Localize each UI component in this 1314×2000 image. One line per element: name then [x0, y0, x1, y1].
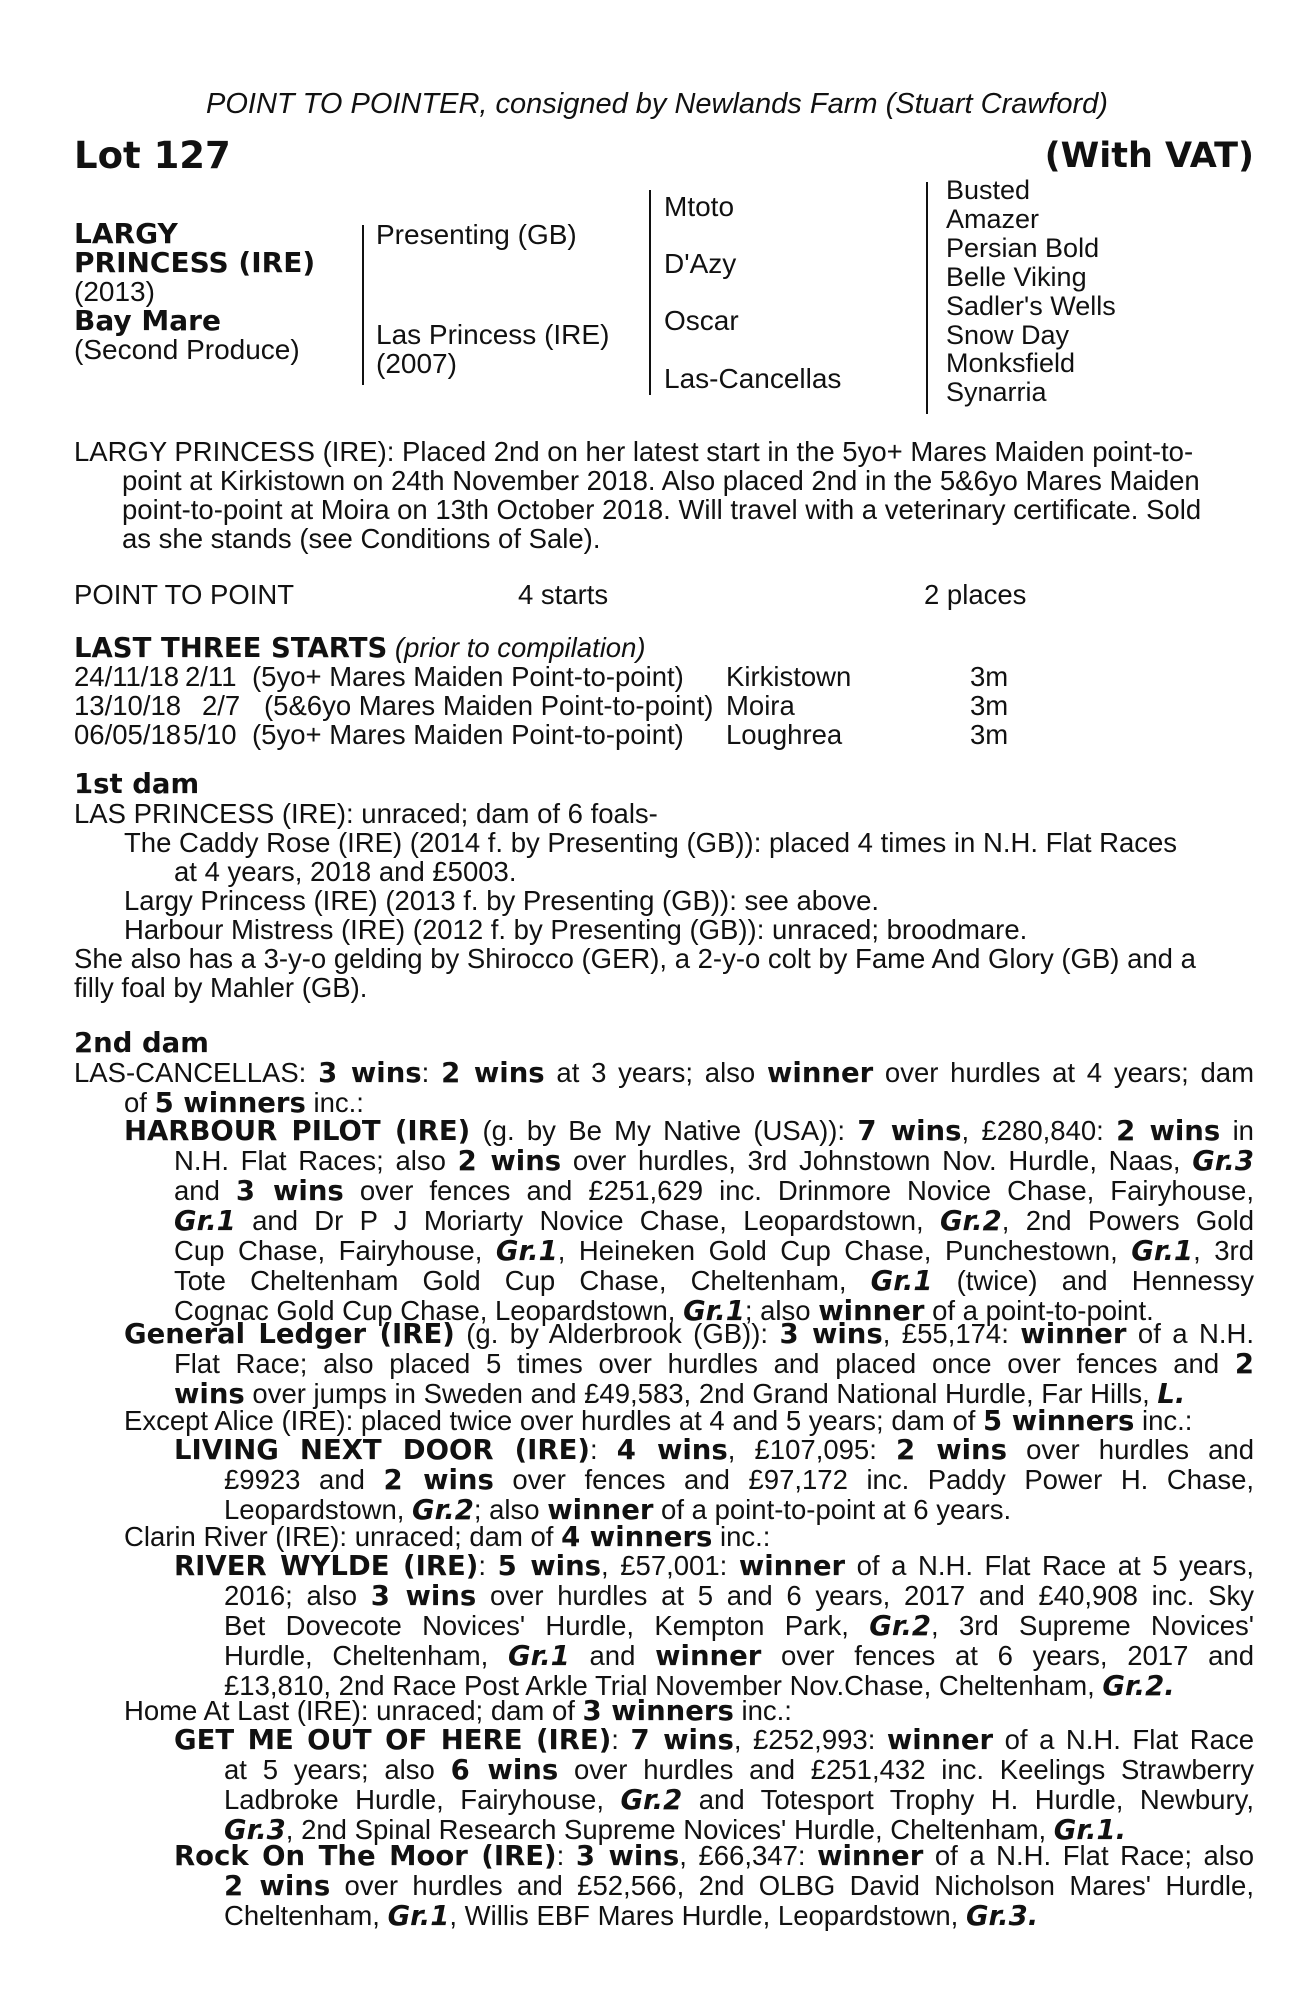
foal-harbour-mistress: Harbour Mistress (IRE) (2012 f. by Presenting (GB)): unraced; broodmare.	[124, 914, 1028, 945]
horse-get-me-out-of-here: GET ME OUT OF HERE (IRE)	[174, 1724, 612, 1756]
start-row-1-pos: 2/11	[185, 661, 237, 692]
pedigree-gg-5: Sadler's Wells	[946, 290, 1116, 321]
pedigree-grandsire-1: Mtoto	[664, 191, 735, 222]
entry-get-me-out-of-here: GET ME OUT OF HERE (IRE): 7 wins, £252,993: winner of a N.H. Flat Race at 5 years; also 6 wins over hurdles and £251,432 inc. Keelings Strawberry Ladbroke Hurdle, Fairyhouse, Gr.2 and Totesport Trophy H. Hurdle, Newbury, Gr.3, 2nd Spinal Research Supreme Novices' Hurdle, Cheltenham, Gr.1.	[174, 1724, 1254, 1846]
horse-name-line2: PRINCESS (IRE)	[74, 246, 316, 279]
second-dam-intro: LAS-CANCELLAS: 3 wins: 2 wins at 3 years; also winner over hurdles at 4 years; dam of 5 winners inc.:	[74, 1057, 1254, 1119]
start-row-3-pos: 5/10	[183, 719, 237, 750]
first-dam-title: 1st dam	[74, 768, 200, 800]
foal-caddy-rose-line2: at 4 years, 2018 and £5003.	[174, 856, 517, 887]
pedigree-gg-1: Busted	[946, 175, 1031, 205]
start-row-3-course: Loughrea	[726, 719, 843, 750]
pedigree-gg-2: Amazer	[946, 203, 1040, 234]
stats-label: POINT TO POINT	[74, 579, 295, 610]
dam-clarin-river: Clarin River (IRE): unraced; dam of 4 winners inc.:	[124, 1521, 771, 1553]
entry-harbour-pilot: HARBOUR PILOT (IRE) (g. by Be My Native (USA)): 7 wins, £280,840: 2 wins in N.H. Flat Races; also 2 wins over hurdles, 3rd Johnstown Nov. Hurdle, Naas, Gr.3 and 3 wins over fences and £251,629 inc. Drinmore Novice Chase, Fairyhouse, Gr.1 and Dr P J Moriarty Novice Chase, Leopardstown, Gr.2, 2nd Powers Gold Cup Chase, Fairyhouse, Gr.1, Heineken Gold Cup Chase, Punchestown, Gr.1, 3rd Tote Cheltenham Gold Cup Chase, Cheltenham, Gr.1 (twice) and Hennessy Cognac Gold Cup Chase, Leopardstown, Gr.1; also winner of a point-to-point.	[124, 1115, 1254, 1327]
horse-rock-on-the-moor: Rock On The Moor (IRE)	[174, 1840, 557, 1872]
start-row-2-date: 13/10/18	[74, 690, 182, 721]
start-row-3-date: 06/05/18	[74, 719, 182, 750]
pedigree-gg-6: Snow Day	[946, 319, 1070, 350]
dam-home-at-last: Home At Last (IRE): unraced; dam of 3 winners inc.:	[124, 1695, 792, 1727]
entry-rock-on-the-moor: Rock On The Moor (IRE): 3 wins, £66,347: winner of a N.H. Flat Race; also 2 wins over hurdles and £52,566, 2nd OLBG David Nicholson Mares' Hurdle, Cheltenham, Gr.1, Willis EBF Mares Hurdle, Leopardstown, Gr.3.	[174, 1840, 1254, 1932]
horse-living-next-door: LIVING NEXT DOOR (IRE)	[174, 1434, 590, 1466]
start-row-2-pos: 2/7	[202, 690, 241, 721]
pedigree-granddam-2: Las-Cancellas	[664, 363, 842, 394]
pedigree-divider-3	[926, 182, 928, 414]
start-row-1-dist: 3m	[970, 661, 1009, 692]
entry-general-ledger: General Ledger (IRE) (g. by Alderbrook (GB)): 3 wins, £55,174: winner of a N.H. Flat Race; also placed 5 times over hurdles and placed once over fences and 2 wins over jumps in Sweden and £49,583, 2nd Grand National Hurdle, Far Hills, L.	[124, 1318, 1255, 1410]
pedigree-granddam-1: D'Azy	[664, 248, 737, 279]
start-row-1-course: Kirkistown	[726, 661, 852, 692]
vat-label: (With VAT)	[1044, 136, 1254, 176]
pedigree-divider-2	[649, 190, 651, 395]
horse-general-ledger: General Ledger (IRE)	[124, 1318, 455, 1350]
start-row-3-dist: 3m	[970, 719, 1009, 750]
pedigree-gg-8: Synarria	[946, 377, 1047, 408]
start-row-1-race: (5yo+ Mares Maiden Point-to-point)	[252, 661, 684, 692]
foal-largy-princess: Largy Princess (IRE) (2013 f. by Presenting (GB)): see above.	[124, 885, 880, 916]
first-dam-also-line1: She also has a 3-y-o gelding by Shirocco (GER), a 2-y-o colt by Fame And Glory (GB) and a	[74, 943, 1196, 974]
pedigree-sire: Presenting (GB)	[376, 219, 577, 250]
lot-number: Lot 127	[74, 134, 231, 177]
last-three-heading	[74, 633, 646, 663]
first-dam-intro: LAS PRINCESS (IRE): unraced; dam of 6 foals-	[74, 798, 658, 829]
start-row-1-date: 24/11/18	[74, 661, 180, 692]
pedigree-dam: Las Princess (IRE)	[376, 319, 610, 350]
horse-year: (2013)	[74, 276, 155, 307]
last-three-title: LAST THREE STARTS	[74, 632, 388, 664]
start-row-2-race: (5&6yo Mares Maiden Point-to-point)	[264, 690, 714, 721]
dam-except-alice: Except Alice (IRE): placed twice over hurdles at 4 and 5 years; dam of 5 winners inc.:	[124, 1405, 1193, 1437]
stats-places: 2 places	[924, 579, 1027, 610]
pedigree-grandsire-2: Oscar	[664, 305, 739, 336]
first-dam-also-line2: filly foal by Mahler (GB).	[74, 972, 368, 1003]
stats-starts: 4 starts	[518, 579, 609, 610]
second-dam-title: 2nd dam	[74, 1027, 209, 1059]
pedigree-divider-1	[362, 225, 364, 385]
page-title: POINT TO POINTER, consigned by Newlands Farm (Stuart Crawford)	[206, 88, 1108, 120]
pedigree-dam-year: (2007)	[376, 348, 457, 379]
pedigree-gg-7: Monksfield	[946, 348, 1076, 379]
horse-produce: (Second Produce)	[74, 334, 300, 365]
horse-color-sex: Bay Mare	[74, 304, 221, 337]
summary-line-3: point-to-point at Moira on 13th October 2018. Will travel with a veterinary certificate. Sold	[122, 494, 1202, 525]
pedigree-gg-4: Belle Viking	[946, 261, 1087, 292]
horse-harbour-pilot: HARBOUR PILOT (IRE)	[124, 1115, 471, 1147]
horse-river-wylde: RIVER WYLDE (IRE)	[174, 1550, 479, 1582]
start-row-2-course: Moira	[726, 690, 795, 721]
summary-line-1: LARGY PRINCESS (IRE): Placed 2nd on her latest start in the 5yo+ Mares Maiden point-to-	[74, 436, 1194, 467]
horse-name-line1: LARGY	[74, 217, 178, 250]
pedigree-gg-3: Persian Bold	[946, 232, 1100, 263]
start-row-3-race: (5yo+ Mares Maiden Point-to-point)	[252, 719, 684, 750]
pedigree-great-grandparents	[946, 176, 1116, 407]
entry-living-next-door: LIVING NEXT DOOR (IRE): 4 wins, £107,095: 2 wins over hurdles and £9923 and 2 wins over fences and £97,172 inc. Paddy Power H. Chase, Leopardstown, Gr.2; also winner of a point-to-point at 6 years.	[174, 1434, 1254, 1526]
summary-line-2: point at Kirkistown on 24th November 2018. Also placed 2nd in the 5&6yo Mares Maiden	[122, 465, 1200, 496]
entry-river-wylde: RIVER WYLDE (IRE): 5 wins, £57,001: winner of a N.H. Flat Race at 5 years, 2016; also 3 wins over hurdles at 5 and 6 years, 2017 and £40,908 inc. Sky Bet Dovecote Novices' Hurdle, Kempton Park, Gr.2, 3rd Supreme Novices' Hurdle, Cheltenham, Gr.1 and winner over fences at 6 years, 2017 and £13,810, 2nd Race Post Arkle Trial November Nov.Chase, Cheltenham, Gr.2.	[174, 1550, 1254, 1702]
start-row-2-dist: 3m	[970, 690, 1009, 721]
summary-line-4: as she stands (see Conditions of Sale).	[122, 523, 601, 554]
foal-caddy-rose-line1: The Caddy Rose (IRE) (2014 f. by Presenting (GB)): placed 4 times in N.H. Flat Races	[124, 827, 1178, 858]
last-three-note: (prior to compilation)	[394, 632, 646, 663]
